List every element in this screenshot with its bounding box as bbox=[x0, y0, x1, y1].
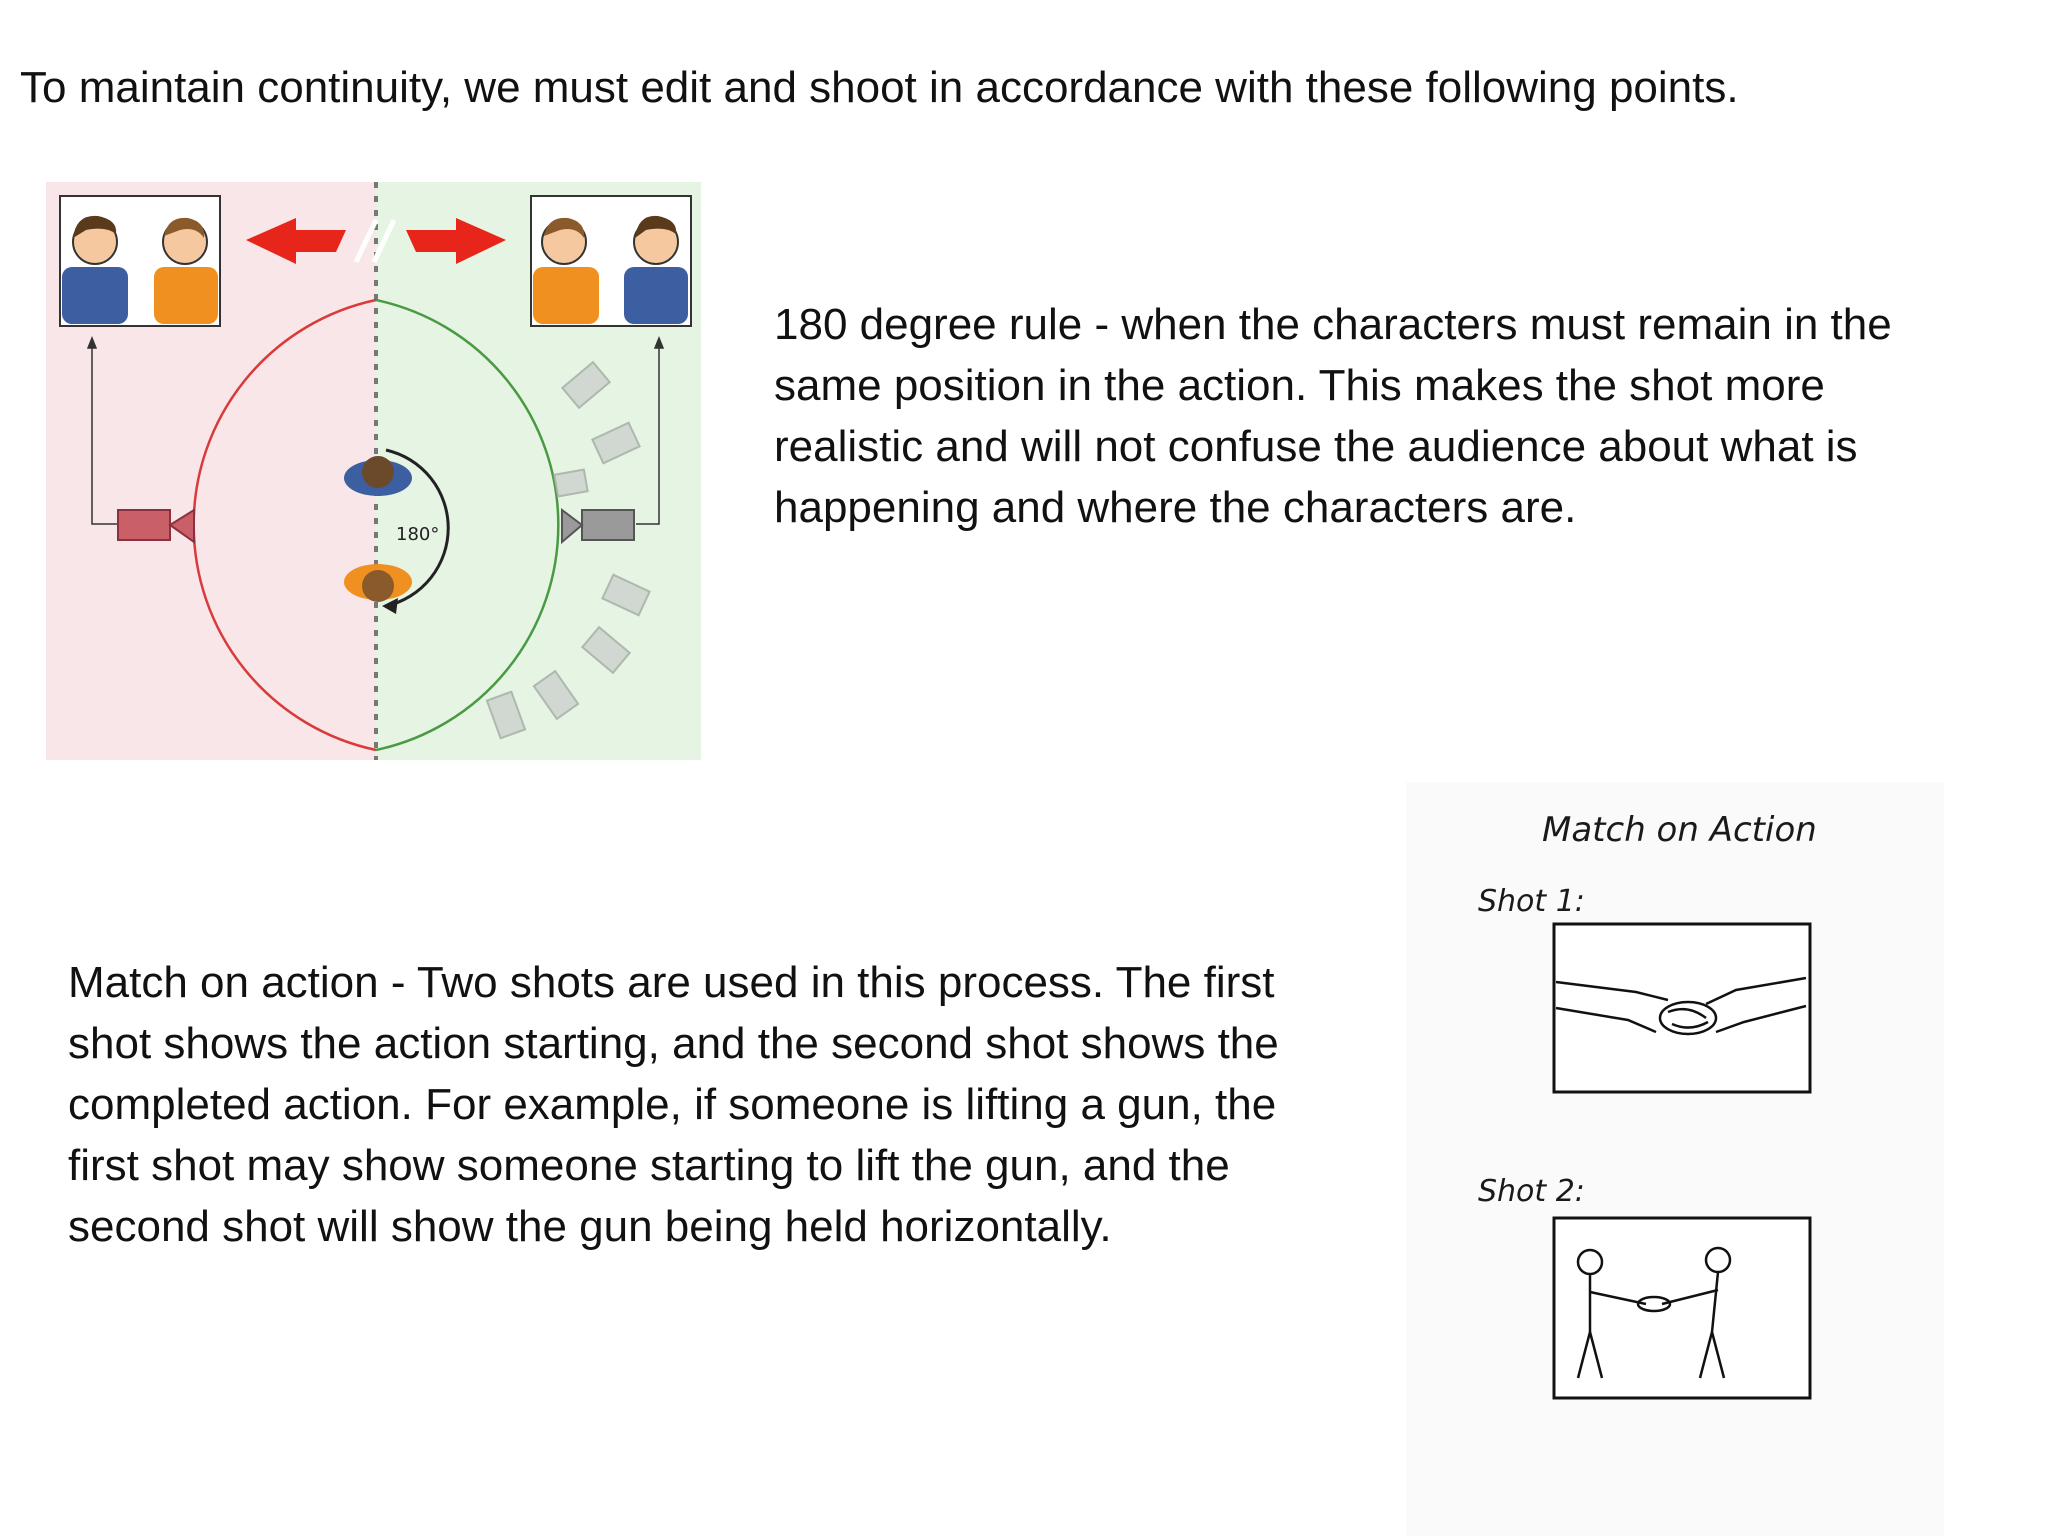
intro-text: To maintain continuity, we must edit and shoot in accordance with these following points. bbox=[20, 63, 1739, 112]
diagram-degree-label: 180° bbox=[396, 524, 440, 545]
left-frame bbox=[60, 196, 220, 326]
shot2-label: Shot 2: bbox=[1478, 1174, 1585, 1209]
shot1-label: Shot 1: bbox=[1478, 884, 1585, 919]
right-frame bbox=[531, 196, 691, 326]
shot2-frame bbox=[1554, 1218, 1810, 1398]
sketch-drawing bbox=[1406, 782, 1944, 1536]
match-on-action-sketch bbox=[1406, 782, 1944, 1536]
match-on-action-text: Match on action - Two shots are used in this process. The first shot shows the action starting, and the second shot shows the completed action. For example, if someone is lifting a gun, the first shot may show someone starting to lift the gun, and the second shot will show the gun being held horizontally. bbox=[68, 958, 1279, 1251]
rule180-text: 180 degree rule - when the characters must remain in the same position in the action. This makes the shot more realistic and will not confuse the audience about what is happening and where the characters are. bbox=[774, 300, 1892, 532]
sketch-title: Match on Action bbox=[1542, 810, 1817, 850]
180-degree-diagram bbox=[46, 182, 701, 760]
